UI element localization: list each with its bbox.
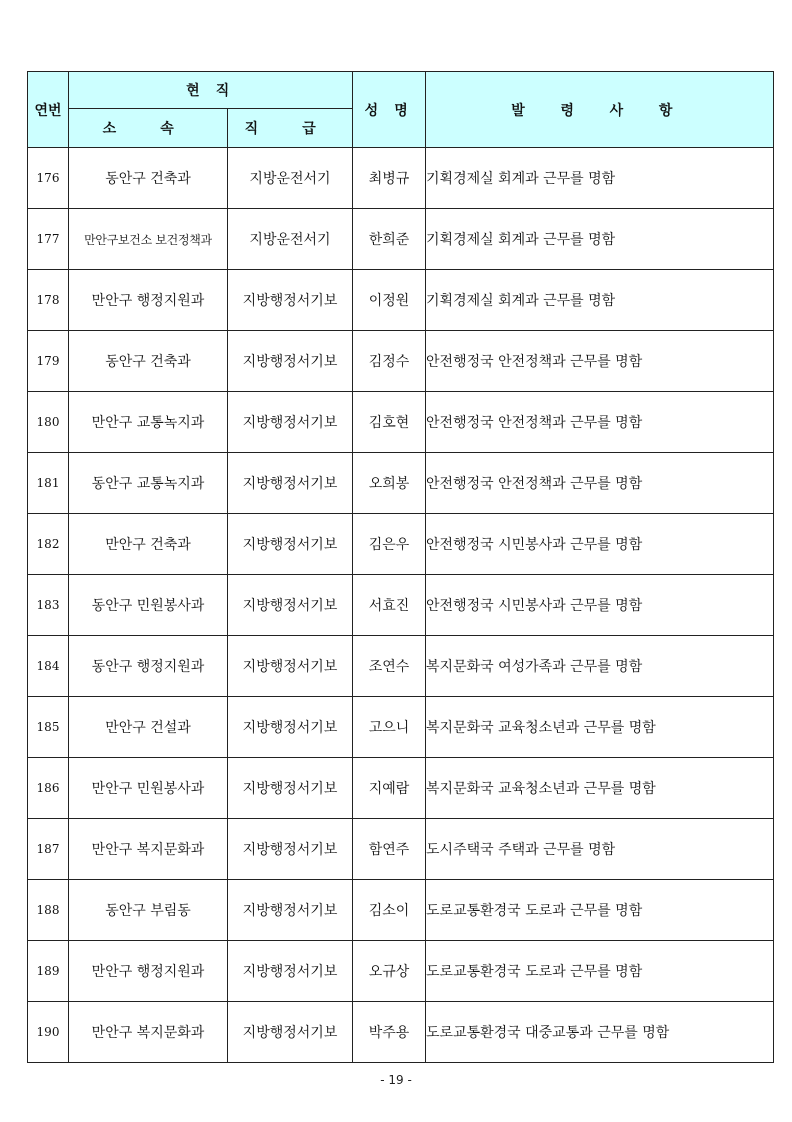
seq-cell: 177 xyxy=(28,209,69,270)
table-row xyxy=(28,392,774,453)
dept-cell: 만안구 건설과 xyxy=(69,697,228,758)
dept-header: 소 속 xyxy=(69,109,228,148)
order-cell: 도로교통환경국 도로과 근무를 명함 xyxy=(426,880,774,941)
table-row xyxy=(28,819,774,880)
seq-cell: 181 xyxy=(28,453,69,514)
table-row xyxy=(28,941,774,1002)
rank-cell: 지방행정서기보 xyxy=(228,514,353,575)
rank-cell: 지방행정서기보 xyxy=(228,636,353,697)
seq-cell: 182 xyxy=(28,514,69,575)
table-row xyxy=(28,270,774,331)
order-cell: 안전행정국 시민봉사과 근무를 명함 xyxy=(426,514,774,575)
seq-cell: 178 xyxy=(28,270,69,331)
name-cell: 한희준 xyxy=(353,209,426,270)
seq-cell: 190 xyxy=(28,1002,69,1063)
table-row xyxy=(28,758,774,819)
order-cell: 기획경제실 회계과 근무를 명함 xyxy=(426,209,774,270)
seq-cell: 189 xyxy=(28,941,69,1002)
name-cell: 김소이 xyxy=(353,880,426,941)
personnel-orders-table xyxy=(27,71,774,1063)
rank-cell: 지방행정서기보 xyxy=(228,575,353,636)
dept-cell: 만안구 민원봉사과 xyxy=(69,758,228,819)
dept-cell: 만안구 교통녹지과 xyxy=(69,392,228,453)
dept-cell: 만안구 행정지원과 xyxy=(69,270,228,331)
dept-cell: 동안구 행정지원과 xyxy=(69,636,228,697)
table-row xyxy=(28,697,774,758)
name-cell: 고으니 xyxy=(353,697,426,758)
seq-header: 연번 xyxy=(28,72,69,148)
seq-cell: 188 xyxy=(28,880,69,941)
order-cell: 도시주택국 주택과 근무를 명함 xyxy=(426,819,774,880)
dept-cell: 만안구 행정지원과 xyxy=(69,941,228,1002)
order-cell: 안전행정국 안전정책과 근무를 명함 xyxy=(426,331,774,392)
rank-cell: 지방행정서기보 xyxy=(228,819,353,880)
table-row xyxy=(28,331,774,392)
rank-cell: 지방행정서기보 xyxy=(228,758,353,819)
rank-cell: 지방행정서기보 xyxy=(228,392,353,453)
orders-header: 발 령 사 항 xyxy=(426,72,774,148)
table-row xyxy=(28,453,774,514)
order-cell: 안전행정국 안전정책과 근무를 명함 xyxy=(426,392,774,453)
page-number: - 19 - xyxy=(380,1073,412,1087)
seq-cell: 186 xyxy=(28,758,69,819)
order-cell: 도로교통환경국 도로과 근무를 명함 xyxy=(426,941,774,1002)
dept-cell: 동안구 건축과 xyxy=(69,148,228,209)
seq-cell: 179 xyxy=(28,331,69,392)
name-cell: 오희봉 xyxy=(353,453,426,514)
name-cell: 조연수 xyxy=(353,636,426,697)
dept-cell: 동안구 부림동 xyxy=(69,880,228,941)
seq-cell: 185 xyxy=(28,697,69,758)
order-cell: 안전행정국 안전정책과 근무를 명함 xyxy=(426,453,774,514)
rank-cell: 지방운전서기 xyxy=(228,209,353,270)
table-row xyxy=(28,880,774,941)
name-cell: 김호현 xyxy=(353,392,426,453)
dept-cell: 만안구 복지문화과 xyxy=(69,1002,228,1063)
name-cell: 함연주 xyxy=(353,819,426,880)
table-row xyxy=(28,575,774,636)
name-header: 성 명 xyxy=(353,72,426,148)
rank-cell: 지방행정서기보 xyxy=(228,941,353,1002)
order-cell: 도로교통환경국 대중교통과 근무를 명함 xyxy=(426,1002,774,1063)
name-cell: 박주용 xyxy=(353,1002,426,1063)
table-header xyxy=(28,72,774,148)
dept-cell: 만안구보건소 보건정책과 xyxy=(69,209,228,270)
order-cell: 안전행정국 시민봉사과 근무를 명함 xyxy=(426,575,774,636)
dept-cell: 동안구 건축과 xyxy=(69,331,228,392)
rank-cell: 지방행정서기보 xyxy=(228,697,353,758)
seq-cell: 180 xyxy=(28,392,69,453)
table-row xyxy=(28,1002,774,1063)
rank-cell: 지방운전서기 xyxy=(228,148,353,209)
order-cell: 복지문화국 교육청소년과 근무를 명함 xyxy=(426,697,774,758)
dept-cell: 만안구 복지문화과 xyxy=(69,819,228,880)
dept-cell: 동안구 민원봉사과 xyxy=(69,575,228,636)
rank-cell: 지방행정서기보 xyxy=(228,1002,353,1063)
rank-cell: 지방행정서기보 xyxy=(228,453,353,514)
dept-cell: 만안구 건축과 xyxy=(69,514,228,575)
rank-cell: 지방행정서기보 xyxy=(228,331,353,392)
rank-cell: 지방행정서기보 xyxy=(228,270,353,331)
seq-cell: 184 xyxy=(28,636,69,697)
seq-cell: 183 xyxy=(28,575,69,636)
name-cell: 김정수 xyxy=(353,331,426,392)
table-row xyxy=(28,209,774,270)
name-cell: 지예람 xyxy=(353,758,426,819)
seq-cell: 176 xyxy=(28,148,69,209)
order-cell: 복지문화국 여성가족과 근무를 명함 xyxy=(426,636,774,697)
table-row xyxy=(28,148,774,209)
order-cell: 복지문화국 교육청소년과 근무를 명함 xyxy=(426,758,774,819)
name-cell: 김은우 xyxy=(353,514,426,575)
name-cell: 오규상 xyxy=(353,941,426,1002)
order-cell: 기획경제실 회계과 근무를 명함 xyxy=(426,148,774,209)
rank-header: 직 급 xyxy=(228,109,353,148)
current-position-header: 현 직 xyxy=(69,72,353,109)
table-row xyxy=(28,514,774,575)
name-cell: 최병규 xyxy=(353,148,426,209)
table-body xyxy=(28,148,774,1063)
name-cell: 이정원 xyxy=(353,270,426,331)
order-cell: 기획경제실 회계과 근무를 명함 xyxy=(426,270,774,331)
table-row xyxy=(28,636,774,697)
seq-cell: 187 xyxy=(28,819,69,880)
name-cell: 서효진 xyxy=(353,575,426,636)
rank-cell: 지방행정서기보 xyxy=(228,880,353,941)
dept-cell: 동안구 교통녹지과 xyxy=(69,453,228,514)
